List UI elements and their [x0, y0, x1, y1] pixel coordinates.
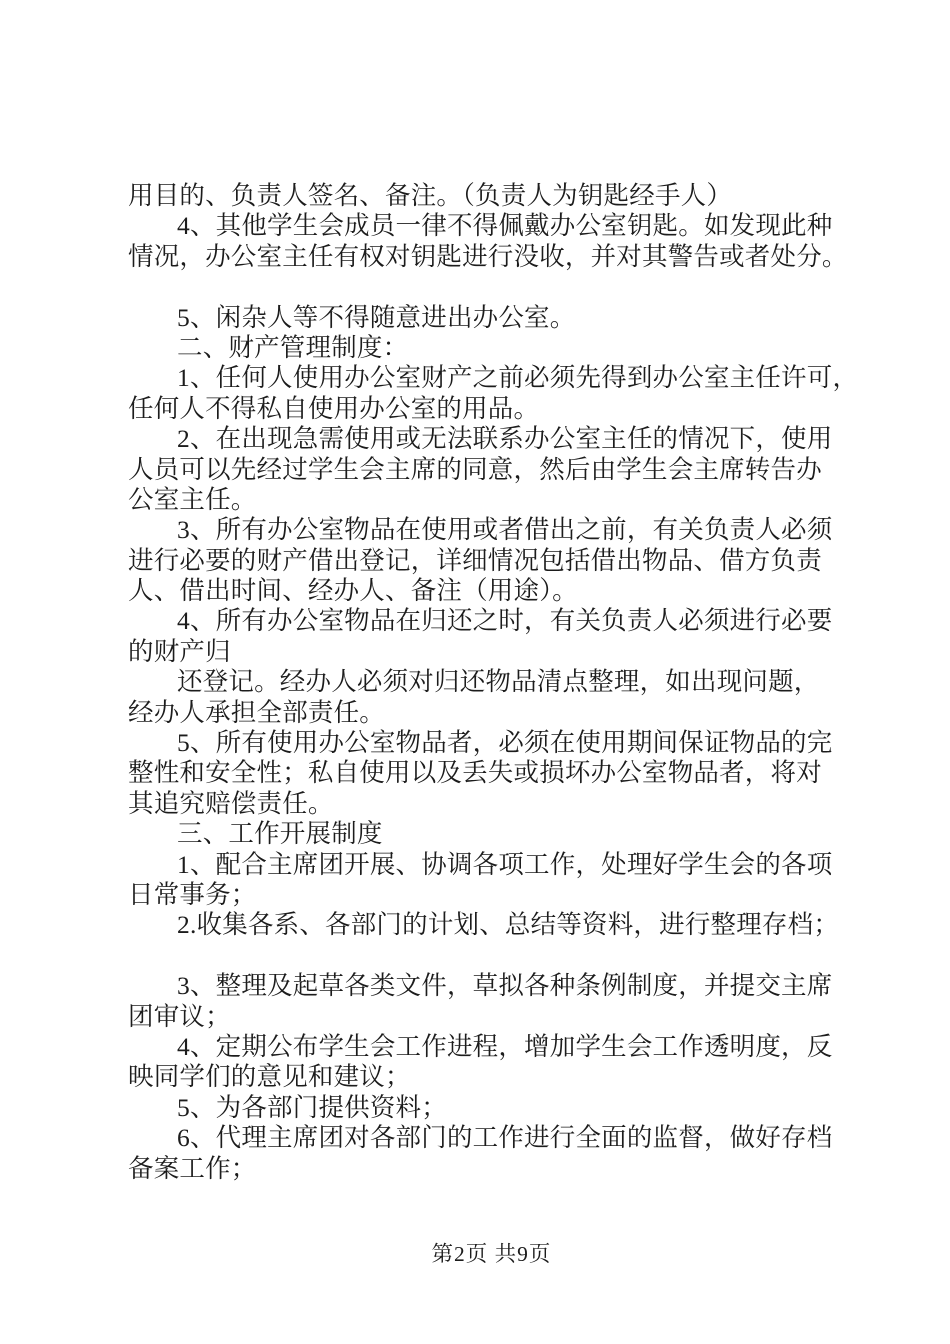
text-line: 1、配合主席团开展、协调各项工作，处理好学生会的各项 — [177, 849, 833, 879]
text-line — [128, 941, 850, 971]
text-line: 还登记。经办人必须对归还物品清点整理，如出现问题， — [177, 667, 820, 697]
text-line: 三、工作开展制度 — [177, 819, 383, 849]
text-line: 情况，办公室主任有权对钥匙进行没收，并对其警告或者处分。 — [128, 241, 848, 271]
text-line — [128, 272, 850, 302]
text-line: 经办人承担全部责任。 — [128, 697, 386, 727]
text-line: 其追究赔偿责任。 — [128, 788, 334, 818]
text-line: 团审议； — [128, 1001, 231, 1031]
text-line: 二、财产管理制度： — [177, 332, 409, 362]
text-line: 6、代理主席团对各部门的工作进行全面的监督，做好存档 — [177, 1123, 833, 1153]
text-line: 4、所有办公室物品在归还之时，有关负责人必须进行必要 — [177, 606, 833, 636]
text-line: 2、在出现急需使用或无法联系办公室主任的情况下，使用 — [177, 424, 833, 454]
text-line: 3、整理及起草各类文件，草拟各种条例制度，并提交主席 — [177, 971, 833, 1001]
text-line: 任何人不得私自使用办公室的用品。 — [128, 393, 540, 423]
text-line: 3、所有办公室物品在使用或者借出之前，有关负责人必须 — [177, 515, 833, 545]
text-line: 4、定期公布学生会工作进程，增加学生会工作透明度，反 — [177, 1031, 833, 1061]
text-line: 5、闲杂人等不得随意进出办公室。 — [177, 302, 576, 332]
text-line: 用目的、负责人签名、备注。（负责人为钥匙经手人） — [128, 181, 733, 210]
text-line: 公室主任。 — [128, 484, 257, 514]
text-line: 进行必要的财产借出登记，详细情况包括借出物品、借方负责 — [128, 545, 822, 575]
document-body — [128, 181, 859, 1184]
text-line: 人、借出时间、经办人、备注（用途）。 — [128, 576, 578, 606]
text-line: 5、所有使用办公室物品者，必须在使用期间保证物品的完 — [177, 728, 833, 758]
text-line: 人员可以先经过学生会主席的同意，然后由学生会主席转告办 — [128, 454, 822, 484]
text-line: 备案工作； — [128, 1153, 257, 1183]
text-line: 的财产归 — [128, 636, 231, 666]
text-line: 映同学们的意见和建议； — [128, 1062, 411, 1092]
text-line: 整性和安全性；私自使用以及丢失或损坏办公室物品者，将对 — [128, 758, 822, 788]
text-line: 1、任何人使用办公室财产之前必须先得到办公室主任许可， — [177, 363, 859, 393]
text-line: 日常事务； — [128, 879, 257, 909]
text-line: 4、其他学生会成员一律不得佩戴办公室钥匙。如发现此种 — [177, 211, 833, 241]
page-number-footer: 第2页 共9页 — [431, 1242, 552, 1266]
text-line: 5、为各部门提供资料； — [177, 1092, 447, 1122]
text-line: 2.收集各系、各部门的计划、总结等资料，进行整理存档； — [177, 910, 840, 940]
